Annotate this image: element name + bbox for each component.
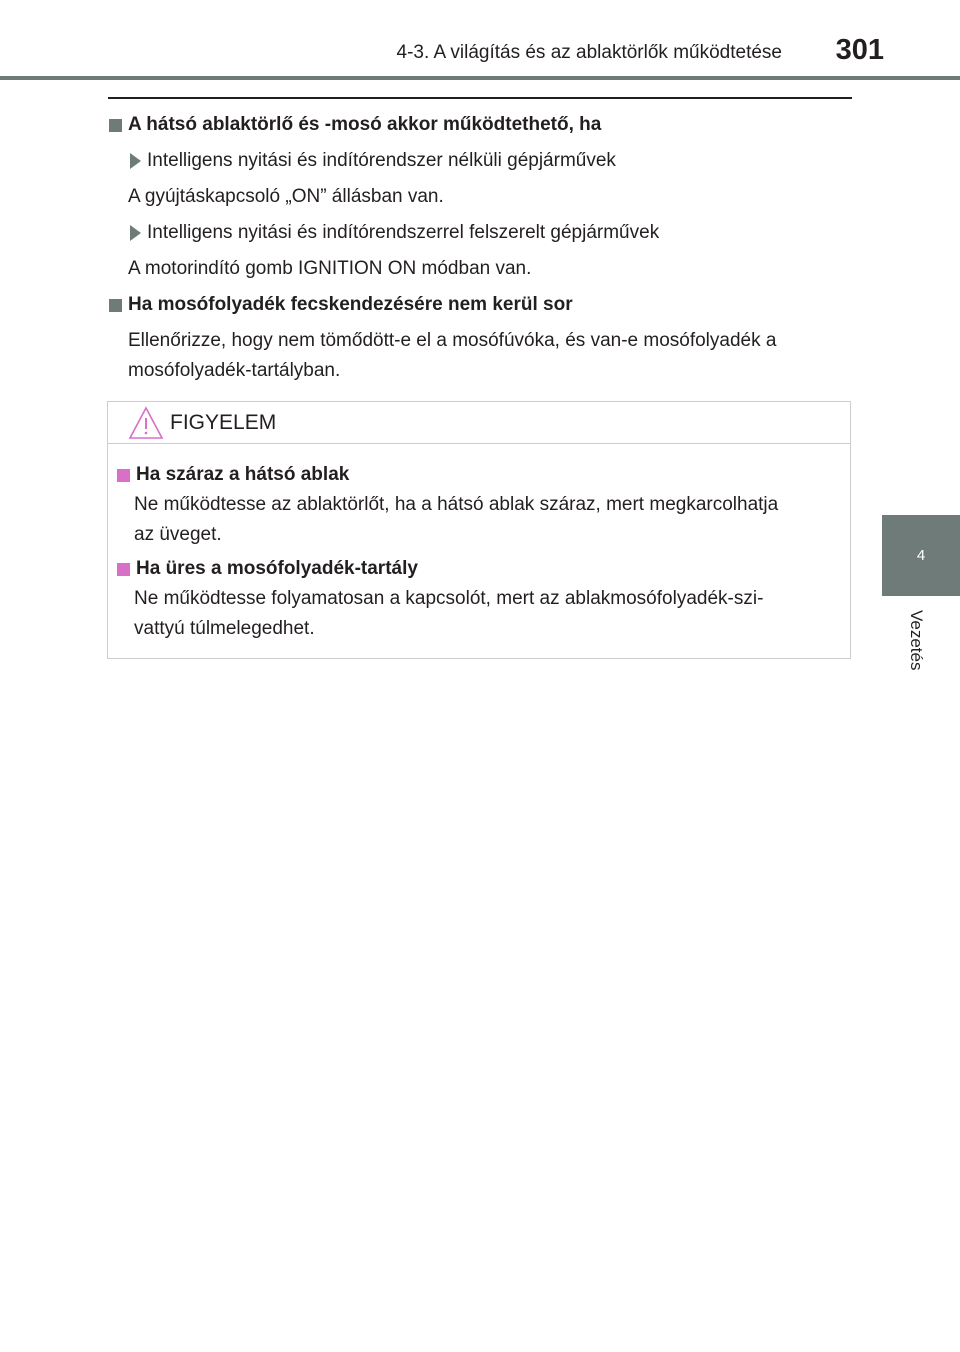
triangle-bullet-icon [130,153,141,169]
warning-item1-line1: Ne működtesse az ablaktörlőt, ha a hátsó ablak száraz, mert megkarcolhatja [134,494,779,515]
section1-item2-label [108,218,852,248]
section1-item2-text: A motorindító gomb IGNITION ON módban van. [128,258,532,279]
warning-box [107,401,851,659]
section1-item2-label-text: Intelligens nyitási és indítórendszerrel felszerelt gépjárművek [147,222,660,243]
page-number: 301 [835,34,884,66]
section2-text-line2: mosófolyadék-tartályban. [128,360,341,381]
section2-text-line1: Ellenőrizze, hogy nem tömődött-e el a mosófúvóka, és van-e mosófolyadék a [128,330,777,351]
chapter-name: Vezetés [907,610,926,671]
chapter-number: 4 [916,547,926,564]
square-bullet-icon [109,299,122,312]
warning-item1-line2: az üveget. [134,524,222,545]
square-bullet-icon [109,119,122,132]
section1-item1-label-text: Intelligens nyitási és indítórendszer nélküli gépjárművek [147,150,616,171]
warning-triangle-icon [128,406,164,440]
warning-item1-heading-text: Ha száraz a hátsó ablak [136,464,350,485]
warning-item2-heading-text: Ha üres a mosófolyadék-tartály [136,558,418,579]
section2-heading-text: Ha mosófolyadék fecskendezésére nem kerül sor [128,294,573,315]
warning-item2-line1: Ne működtesse folyamatosan a kapcsolót, mert az ablakmosófolyadék-szi- [134,588,764,609]
header-rule [0,76,960,80]
section1-heading-text: A hátsó ablaktörlő és -mosó akkor működtethető, ha [128,114,602,135]
section1-heading [108,110,852,140]
square-bullet-icon [117,563,130,576]
warning-header [108,402,850,444]
chapter-tab [882,515,960,596]
warning-title: FIGYELEM [170,410,277,434]
chapter-label [884,610,944,700]
triangle-bullet-icon [130,225,141,241]
header-section-title: 4-3. A világítás és az ablaktörlők működtetése [396,42,782,63]
main-content [108,110,852,386]
warning-item2-heading [116,554,840,584]
warning-body [108,444,850,644]
section1-item1-label [108,146,852,176]
section1-item1-text: A gyújtáskapcsoló „ON” állásban van. [128,186,444,207]
warning-item1-heading [116,460,840,490]
warning-item2-line2: vattyú túlmelegedhet. [134,618,315,639]
section2-heading [108,290,852,320]
square-bullet-icon [117,469,130,482]
content-rule [108,97,852,99]
